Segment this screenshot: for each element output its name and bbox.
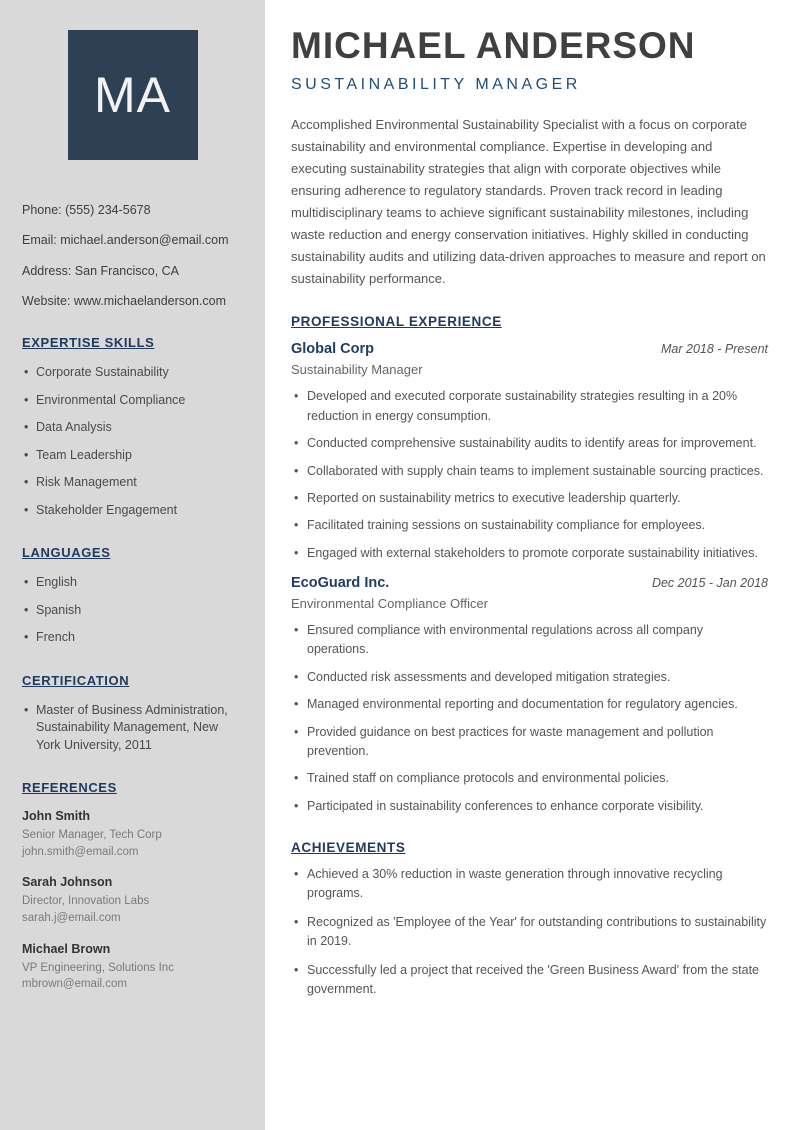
contact-info <box>22 202 243 309</box>
reference-role: Director, Innovation Labs <box>22 895 150 908</box>
reference-role: Senior Manager, Tech Corp <box>22 829 162 841</box>
reference-entry <box>22 942 243 993</box>
achievement-item: • Successfully led a project that received the 'Green Business Award' from the state government. <box>291 961 768 1000</box>
contact-website: Website: www.michaelanderson.com <box>22 293 227 308</box>
candidate-title: SUSTAINABILITY MANAGER <box>291 75 581 93</box>
skill-item: • Environmental Compliance <box>22 392 243 410</box>
job-dates: Dec 2015 - Jan 2018 <box>651 576 768 591</box>
reference-entry <box>22 875 243 926</box>
languages-list <box>22 574 243 647</box>
job-bullet: • Managed environmental reporting and documentation for regulatory agencies. <box>291 695 768 714</box>
job-bullet: • Conducted risk assessments and developed mitigation strategies. <box>291 668 768 687</box>
certification-list <box>22 702 243 755</box>
summary-paragraph: Accomplished Environmental Sustainability Specialist with a focus on corporate sustainability and environmental compliance. Expertise in developing and executing sustainability strategies that align with corporate objectives while ensuring adherence to regulatory standards. Proven track record in leading multidisciplinary teams to achieve significant sustainability milestones, including waste reduction and energy conservation initiatives. Highly skilled in conducting sustainability audits and utilizing data-driven approaches to measure and report on sustainability performance. <box>291 116 766 287</box>
language-item: • Spanish <box>22 602 243 620</box>
achievements-list <box>291 865 768 999</box>
sidebar <box>0 0 265 1130</box>
job-bullet: • Developed and executed corporate sustainability strategies resulting in a 20% reduction in energy consumption. <box>291 387 768 426</box>
skill-item: • Corporate Sustainability <box>22 364 243 382</box>
job-bullet: • Engaged with external stakeholders to promote corporate sustainability initiatives. <box>291 544 768 563</box>
skill-item: • Team Leadership <box>22 447 243 465</box>
references-heading: REFERENCES <box>22 780 117 795</box>
company-name: EcoGuard Inc. <box>291 575 390 592</box>
job-bullet: • Participated in sustainability conferences to enhance corporate visibility. <box>291 797 768 816</box>
language-item: • French <box>22 629 243 647</box>
job-role: Sustainability Manager <box>291 362 423 378</box>
experience-entry <box>291 341 768 563</box>
reference-entry <box>22 809 243 860</box>
job-dates: Mar 2018 - Present <box>661 342 768 357</box>
skill-item: • Stakeholder Engagement <box>22 502 243 520</box>
job-bullet: • Facilitated training sessions on sustainability compliance for employees. <box>291 516 768 535</box>
main-content <box>265 0 800 1130</box>
experience-heading: PROFESSIONAL EXPERIENCE <box>291 314 502 330</box>
job-bullet: • Reported on sustainability metrics to executive leadership quarterly. <box>291 489 768 508</box>
job-bullets <box>291 387 768 563</box>
skills-list <box>22 364 243 519</box>
contact-phone: Phone: (555) 234-5678 <box>22 203 151 217</box>
certification-heading: CERTIFICATION <box>22 672 130 688</box>
experience-entry <box>291 575 768 816</box>
languages-heading: LANGUAGES <box>22 545 111 560</box>
reference-email: sarah.j@email.com <box>22 912 121 925</box>
reference-name: John Smith <box>22 809 91 823</box>
skill-item: • Data Analysis <box>22 419 243 437</box>
job-bullet: • Ensured compliance with environmental regulations across all company operations. <box>291 621 768 660</box>
job-bullet: • Provided guidance on best practices for waste management and pollution prevention. <box>291 723 768 762</box>
certification-item: • Master of Business Administration, Sustainability Management, New York University, 2011 <box>22 702 243 755</box>
reference-email: john.smith@email.com <box>22 845 139 858</box>
candidate-name: MICHAEL ANDERSON <box>291 25 696 66</box>
contact-email: Email: michael.anderson@email.com <box>22 233 229 248</box>
job-bullet: • Conducted comprehensive sustainability audits to identify areas for improvement. <box>291 434 768 453</box>
reference-role: VP Engineering, Solutions Inc <box>22 961 174 974</box>
job-header <box>291 341 768 357</box>
avatar-initials: MA <box>94 67 171 123</box>
job-role: Environmental Compliance Officer <box>291 596 489 612</box>
achievements-heading: ACHIEVEMENTS <box>291 840 406 856</box>
avatar <box>68 30 198 160</box>
contact-address: Address: San Francisco, CA <box>22 263 180 278</box>
job-bullet: • Collaborated with supply chain teams to implement sustainable sourcing practices. <box>291 462 768 481</box>
job-bullets <box>291 621 768 816</box>
job-header <box>291 575 768 591</box>
achievement-item: • Achieved a 30% reduction in waste generation through innovative recycling programs. <box>291 865 768 904</box>
company-name: Global Corp <box>291 341 374 358</box>
language-item: • English <box>22 574 243 592</box>
reference-email: mbrown@email.com <box>22 978 127 991</box>
job-bullet: • Trained staff on compliance protocols and environmental policies. <box>291 769 768 788</box>
skills-heading: EXPERTISE SKILLS <box>22 335 155 350</box>
reference-name: Michael Brown <box>22 941 111 956</box>
achievement-item: • Recognized as 'Employee of the Year' for outstanding contributions to sustainability in 2019. <box>291 913 768 952</box>
reference-name: Sarah Johnson <box>22 875 113 890</box>
skill-item: • Risk Management <box>22 474 243 492</box>
